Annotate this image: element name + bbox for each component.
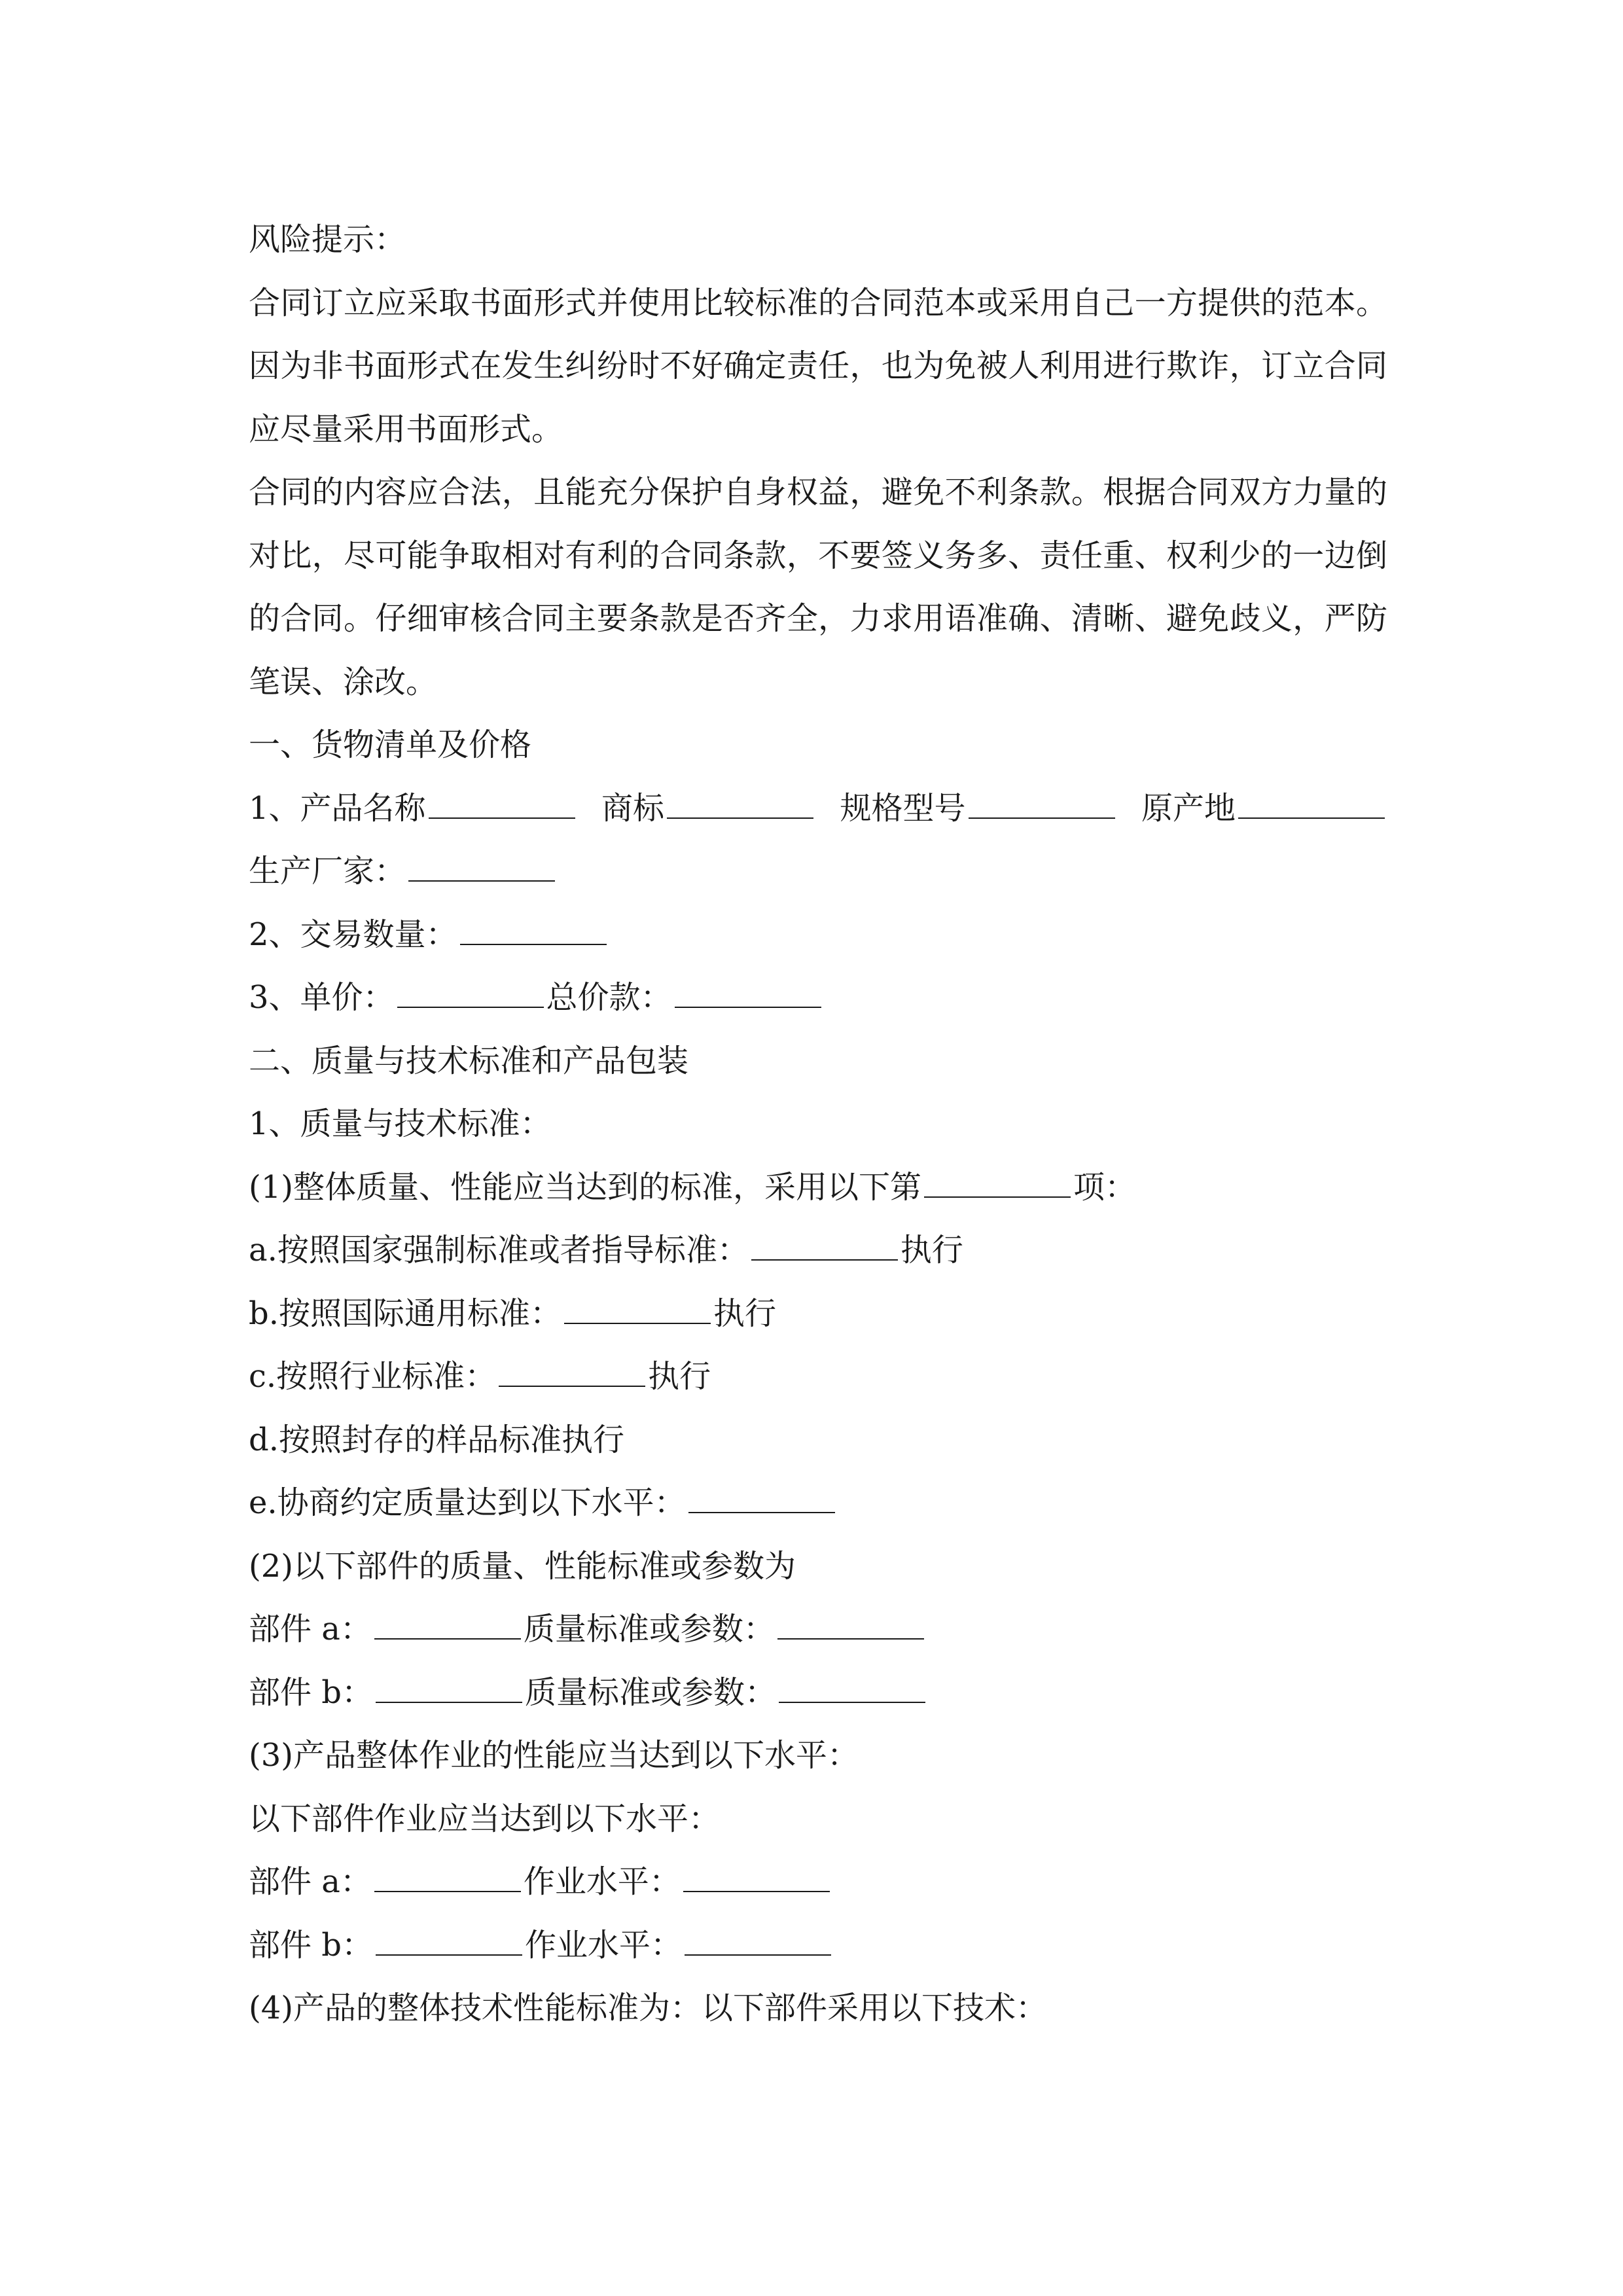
unit-price-blank[interactable] [397, 1005, 544, 1008]
quality-q2-line: (2)以下部件的质量、性能标准或参数为 [249, 1547, 796, 1585]
option-e-blank[interactable] [688, 1511, 835, 1513]
part-b-work-line [249, 1914, 1387, 1977]
option-d-line: d.按照封存的样品标准执行 [249, 1421, 624, 1458]
part-a-work-label: 部件 a： [249, 1863, 372, 1900]
manufacturer-blank[interactable] [408, 879, 555, 882]
item-1-line [249, 777, 1387, 840]
option-c-text: c.按照行业标准： [249, 1358, 497, 1395]
total-price-label: 总价款： [546, 979, 672, 1016]
option-e-line [249, 1471, 1387, 1535]
section-1-heading: 一、货物清单及价格 [249, 726, 532, 763]
risk-paragraph-2: 合同的内容应合法，且能充分保护自身权益，避免不利条款。根据合同双方力量的对比，尽可能争取相对有利的合同条款，不要签义务多、责任重、权利少的一边倒的合同。仔细审核合同主要条款是否齐全，力求用语准确、清晰、避免歧义，严防笔误、涂改。 [249, 474, 1387, 700]
part-a-work-level-blank[interactable] [683, 1890, 830, 1892]
price-line [249, 966, 1387, 1030]
option-a-line [249, 1219, 1387, 1282]
trademark-blank[interactable] [667, 816, 813, 819]
option-e-text: e.协商约定质量达到以下水平： [249, 1484, 686, 1521]
part-a-param-blank[interactable] [777, 1637, 924, 1640]
option-b-blank[interactable] [564, 1321, 711, 1324]
quality-q1-suffix: 项： [1073, 1168, 1137, 1206]
part-b-work-level-label: 作业水平： [525, 1926, 683, 1964]
quality-q1-blank[interactable] [924, 1195, 1071, 1198]
option-a-suffix: 执行 [900, 1232, 963, 1268]
part-b-label: 部件 b： [249, 1674, 373, 1711]
part-a-label: 部件 a： [249, 1611, 372, 1647]
option-c-blank[interactable] [499, 1384, 645, 1387]
origin-label: 原产地 [1141, 789, 1236, 827]
part-b-work-label: 部件 b： [249, 1926, 373, 1964]
trademark-group [601, 777, 816, 840]
risk-paragraph-1: 合同订立应采取书面形式并使用比较标准的合同范本或采用自己一方提供的范本。因为非书面形式在发生纠纷时不好确定责任，也为免被人利用进行欺诈，订立合同应尽量采用书面形式。 [249, 284, 1387, 448]
quantity-blank[interactable] [460, 942, 607, 945]
model-group [840, 777, 1118, 840]
product-name-label: 1、产品名称 [249, 789, 426, 827]
manufacturer-line [249, 840, 1387, 903]
option-a-blank[interactable] [751, 1258, 898, 1261]
manufacturer-label: 生产厂家： [249, 853, 406, 889]
part-b-param-blank[interactable] [779, 1700, 925, 1703]
model-label: 规格型号 [840, 789, 966, 827]
document-body [249, 208, 1387, 2040]
quality-q1-line [249, 1156, 1387, 1219]
quantity-line [249, 903, 1387, 967]
part-a-param-label: 质量标准或参数： [523, 1611, 775, 1647]
part-b-work-blank[interactable] [376, 1953, 522, 1956]
total-price-blank[interactable] [675, 1005, 821, 1008]
part-b-quality-line [249, 1661, 1387, 1725]
part-b-param-label: 质量标准或参数： [525, 1674, 777, 1711]
option-c-suffix: 执行 [648, 1358, 711, 1395]
quality-standard-heading: 1、质量与技术标准： [249, 1105, 552, 1142]
part-a-work-level-label: 作业水平： [523, 1863, 681, 1900]
option-b-suffix: 执行 [713, 1295, 777, 1332]
part-b-blank[interactable] [376, 1700, 522, 1703]
option-c-line [249, 1345, 1387, 1408]
product-name-group [249, 777, 578, 840]
part-b-work-level-blank[interactable] [685, 1953, 831, 1956]
product-name-blank[interactable] [429, 816, 575, 819]
unit-price-label: 3、单价： [249, 979, 395, 1016]
quantity-label: 2、交易数量： [249, 916, 457, 953]
part-a-blank[interactable] [374, 1637, 521, 1640]
trademark-label: 商标 [601, 789, 665, 827]
option-a-text: a.按照国家强制标准或者指导标准： [249, 1232, 749, 1268]
part-a-work-blank[interactable] [374, 1890, 521, 1892]
model-blank[interactable] [969, 816, 1115, 819]
section-2-heading: 二、质量与技术标准和产品包装 [249, 1042, 689, 1079]
quality-q3-line: (3)产品整体作业的性能应当达到以下水平： [249, 1737, 859, 1774]
quality-q3-parts-line: 以下部件作业应当达到以下水平： [249, 1800, 721, 1837]
part-a-work-line [249, 1850, 1387, 1914]
quality-q4-line: (4)产品的整体技术性能标准为：以下部件采用以下技术： [249, 1990, 1047, 2026]
origin-blank[interactable] [1238, 816, 1385, 819]
option-b-text: b.按照国际通用标准： [249, 1295, 562, 1332]
part-a-quality-line [249, 1598, 1387, 1661]
quality-q1-text: (1)整体质量、性能应当达到的标准，采用以下第 [249, 1168, 921, 1206]
option-b-line [249, 1282, 1387, 1346]
origin-group [1141, 777, 1387, 840]
risk-title: 风险提示： [249, 221, 406, 258]
